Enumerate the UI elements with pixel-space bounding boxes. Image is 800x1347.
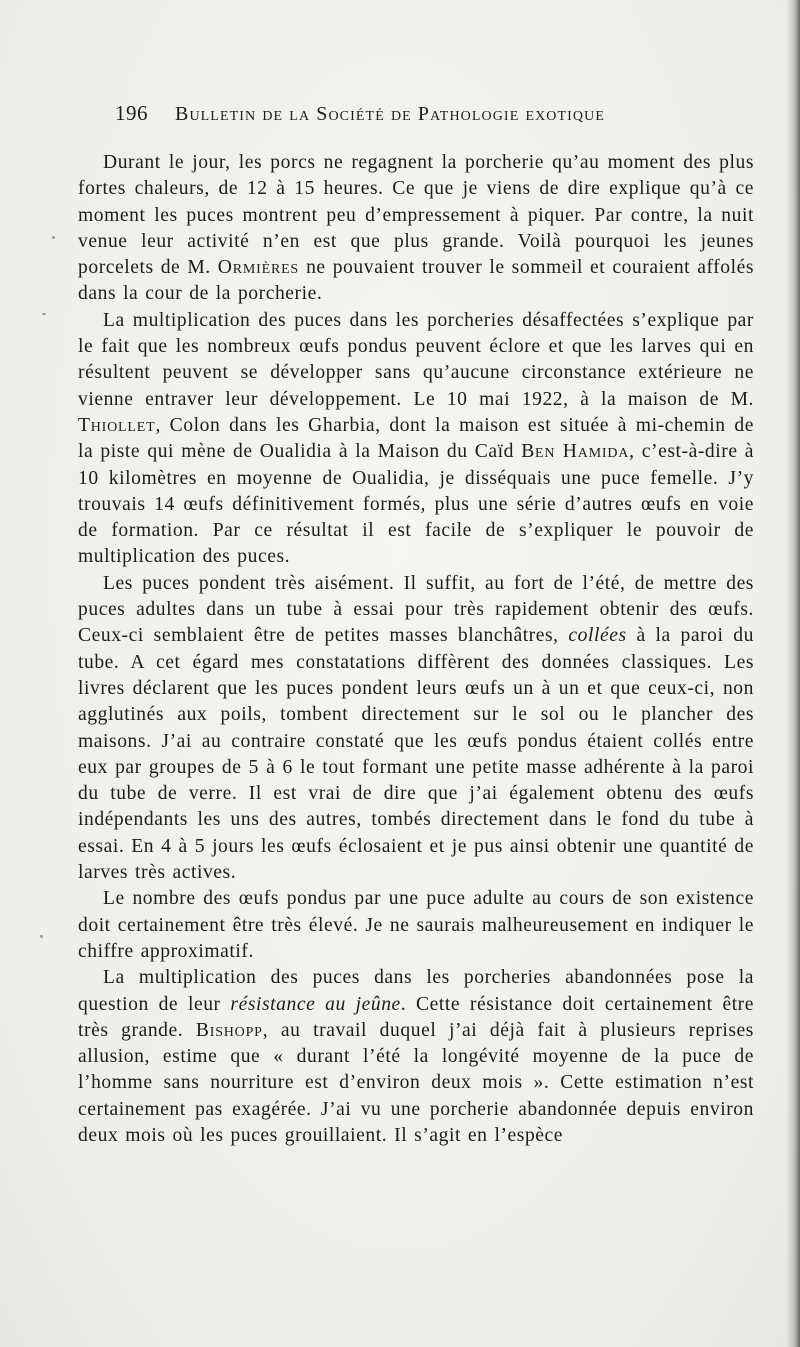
text-run: La multiplication des puces dans les porcheries désaffectées s’explique par le fait que les nombreux œufs pondus peuvent éclore et que les larves qui en résultent peuvent se développer sans qu’aucune circonstance extérieure ne vienne entraver leur développement. Le 10 mai 1922, à la maison de M. bbox=[78, 309, 754, 410]
emphasis: résistance au jeûne bbox=[230, 993, 401, 1015]
author-name: Ben Hamida bbox=[521, 441, 630, 463]
author-name: Thiollet bbox=[78, 414, 156, 436]
page-header bbox=[115, 101, 675, 135]
text-run: à la paroi du tube. A cet égard mes constatations diffèrent des données classiques. Les livres déclarent que les puces pondent leurs œufs un à un et que ceux-ci, non agglutinés aux poils, tombent directement sur le sol ou le plancher des maisons. J’ai au contraire constaté que les œufs pondus étaient collés entre eux par groupes de 5 à 6 le tout formant une petite masse adhérente à la paroi du tube de verre. Il est vrai de dire que j’ai également obtenu des œufs indépendants les uns des autres, tombés directement dans le fond du tube à essai. En 4 à 5 jours les œufs éclosaient et je pus ainsi obtenir une quantité de larves très actives. bbox=[78, 625, 754, 884]
text-run: . Cette résistance doit certainement être très grande. bbox=[78, 993, 755, 1041]
margin-speck bbox=[42, 313, 46, 315]
text-run: , c’est-à-dire à 10 kilomètres en moyenne de Oualidia, je disséquais une puce femelle. J’y trouvais 14 œufs définitivement formés, plus une série d’autres œufs en voie de formation. Par ce résultat il est facile de s’expliquer le pouvoir de multiplication des puces. bbox=[78, 441, 754, 568]
paragraph bbox=[78, 571, 754, 887]
text-run: , au travail duquel j’ai déjà fait à plusieurs reprises allusion, estime que « durant l’été la longévité moyenne de la puce de l’homme sans nourriture est d’environ deux mois ». Cette estimation n’est certainement pas exagérée. J’ai vu une porcherie abandonnée depuis environ deux mois où les puces grouillaient. Il s’agit en l’espèce bbox=[78, 1019, 754, 1146]
text-run: , Colon dans les Gharbia, dont la maison est située à mi-chemin de la piste qui mène de Oualidia à la Maison du Caïd bbox=[78, 414, 754, 463]
text-run: Le nombre des œufs pondus par une puce adulte au cours de son existence doit certainement être très élevé. Je ne saurais malheureusement en indiquer le chiffre approximatif. bbox=[78, 888, 754, 962]
paragraph bbox=[78, 150, 754, 308]
text-run: Les puces pondent très aisément. Il suffit, au fort de l’été, de mettre des puces adultes dans un tube à essai pour très rapidement obtenir des œufs. Ceux-ci semblaient être de petites masses blanchâtres, bbox=[78, 572, 754, 647]
body-text bbox=[78, 150, 754, 1149]
emphasis: collées bbox=[568, 625, 627, 647]
text-run: ne pouvaient trouver le sommeil et couraient affolés dans la cour de la porcherie. bbox=[78, 257, 755, 305]
author-name: Ormières bbox=[217, 257, 300, 279]
running-title: Bulletin de la Société de Pathologie exotique bbox=[175, 103, 606, 125]
text-run: Durant le jour, les porcs ne regagnent la porcherie qu’au moment des plus fortes chaleurs, de 12 à 15 heures. Ce que je viens de dire explique qu’à ce moment les puces montrent peu d’empressement à piquer. Par contre, la nuit venue leur activité n’en est que plus grande. Voilà pourquoi les jeunes porcelets de M. bbox=[78, 152, 754, 279]
paragraph bbox=[78, 308, 754, 571]
paragraph bbox=[78, 965, 754, 1149]
page-number: 196 bbox=[115, 101, 148, 125]
page-edge-shadow bbox=[786, 0, 800, 1347]
author-name: Bishopp bbox=[195, 1019, 263, 1041]
margin-speck bbox=[52, 236, 55, 239]
text-run: La multiplication des puces dans les porcheries abandonnées pose la question de leur bbox=[78, 967, 754, 1015]
paragraph bbox=[78, 886, 754, 965]
margin-speck bbox=[40, 935, 43, 938]
